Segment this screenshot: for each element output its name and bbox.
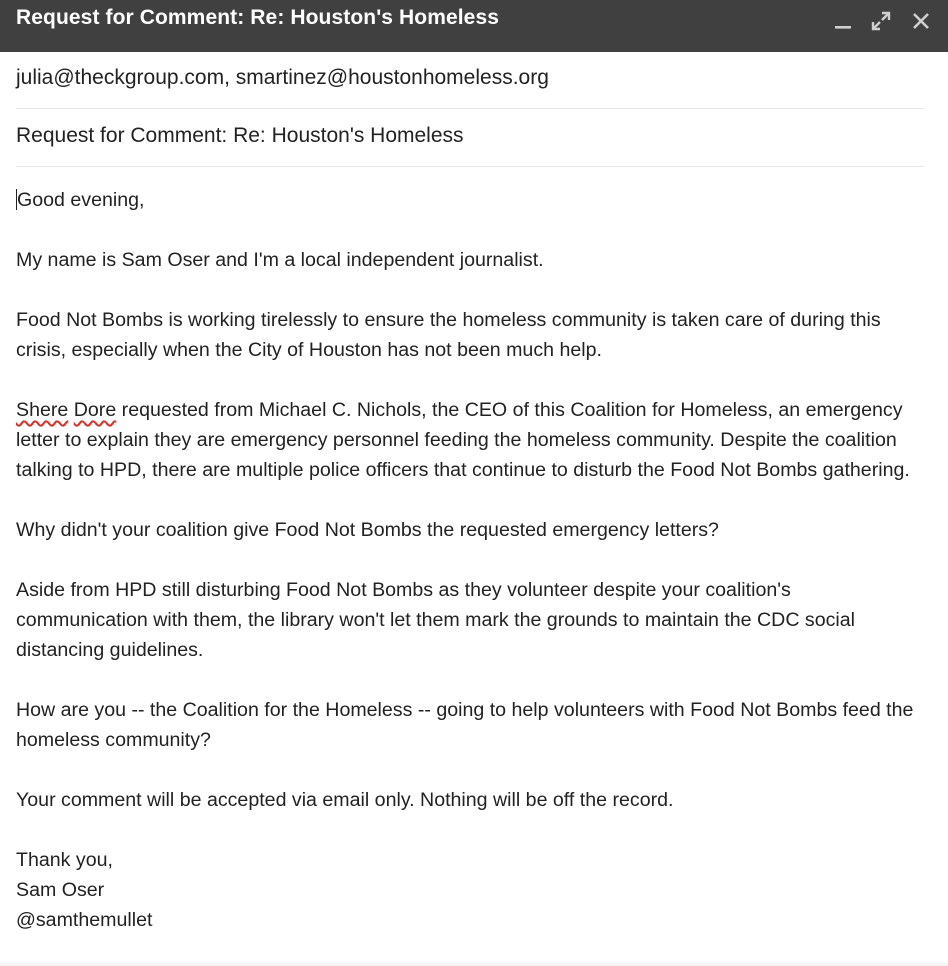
signature-thanks: Thank you, [16, 849, 113, 871]
signature-name: Sam Oser [16, 879, 105, 901]
recipients-field[interactable]: julia@theckgroup.com, smartinez@houstonhomeless.org [16, 66, 549, 89]
body-paragraph-2: Food Not Bombs is working tirelessly to ensure the homeless community is taken care of during this crisis, especially when the City of Houston has not been much help. [16, 309, 881, 361]
close-icon [908, 8, 934, 34]
subject-field[interactable]: Request for Comment: Re: Houston's Homeless [16, 124, 464, 147]
body-greeting [16, 185, 926, 215]
misspelled-word[interactable]: Shere [16, 399, 69, 421]
body-paragraph-7: Your comment will be accepted via email only. Nothing will be off the record. [16, 789, 674, 811]
divider [16, 166, 924, 167]
misspelled-word[interactable]: Dore [73, 399, 117, 421]
body-paragraph-3 [16, 395, 926, 485]
expand-icon [868, 8, 894, 34]
body-paragraph-6: How are you -- the Coalition for the Homeless -- going to help volunteers with Food Not Bombs feed the homeless community? [16, 699, 914, 751]
body-paragraph-4: Why didn't your coalition give Food Not Bombs the requested emergency letters? [16, 519, 719, 541]
compose-titlebar[interactable] [0, 0, 948, 52]
message-body[interactable] [16, 185, 926, 935]
minimize-icon [830, 8, 856, 34]
body-paragraph-1: My name is Sam Oser and I'm a local independent journalist. [16, 249, 544, 271]
close-button[interactable] [908, 8, 934, 34]
minimize-button[interactable] [830, 8, 856, 34]
paragraph-3-text: requested from Michael C. Nichols, the CEO of this Coalition for Homeless, an emergency letter to explain they are emergency personnel feeding the homeless community. Despite the coalition talking to HPD, there are multiple police officers that continue to disturb the Food Not Bombs gathering. [16, 399, 910, 481]
compose-title: Request for Comment: Re: Houston's Homeless [16, 6, 500, 29]
signature-handle: @samthemullet [16, 909, 153, 931]
divider [16, 108, 924, 109]
expand-button[interactable] [868, 8, 894, 34]
body-paragraph-5: Aside from HPD still disturbing Food Not Bombs as they volunteer despite your coalition's communication with them, the library won't let them mark the grounds to maintain the CDC social distancing guidelines. [16, 579, 856, 661]
greeting-text: Good evening, [17, 189, 145, 211]
bottom-edge [0, 960, 948, 966]
